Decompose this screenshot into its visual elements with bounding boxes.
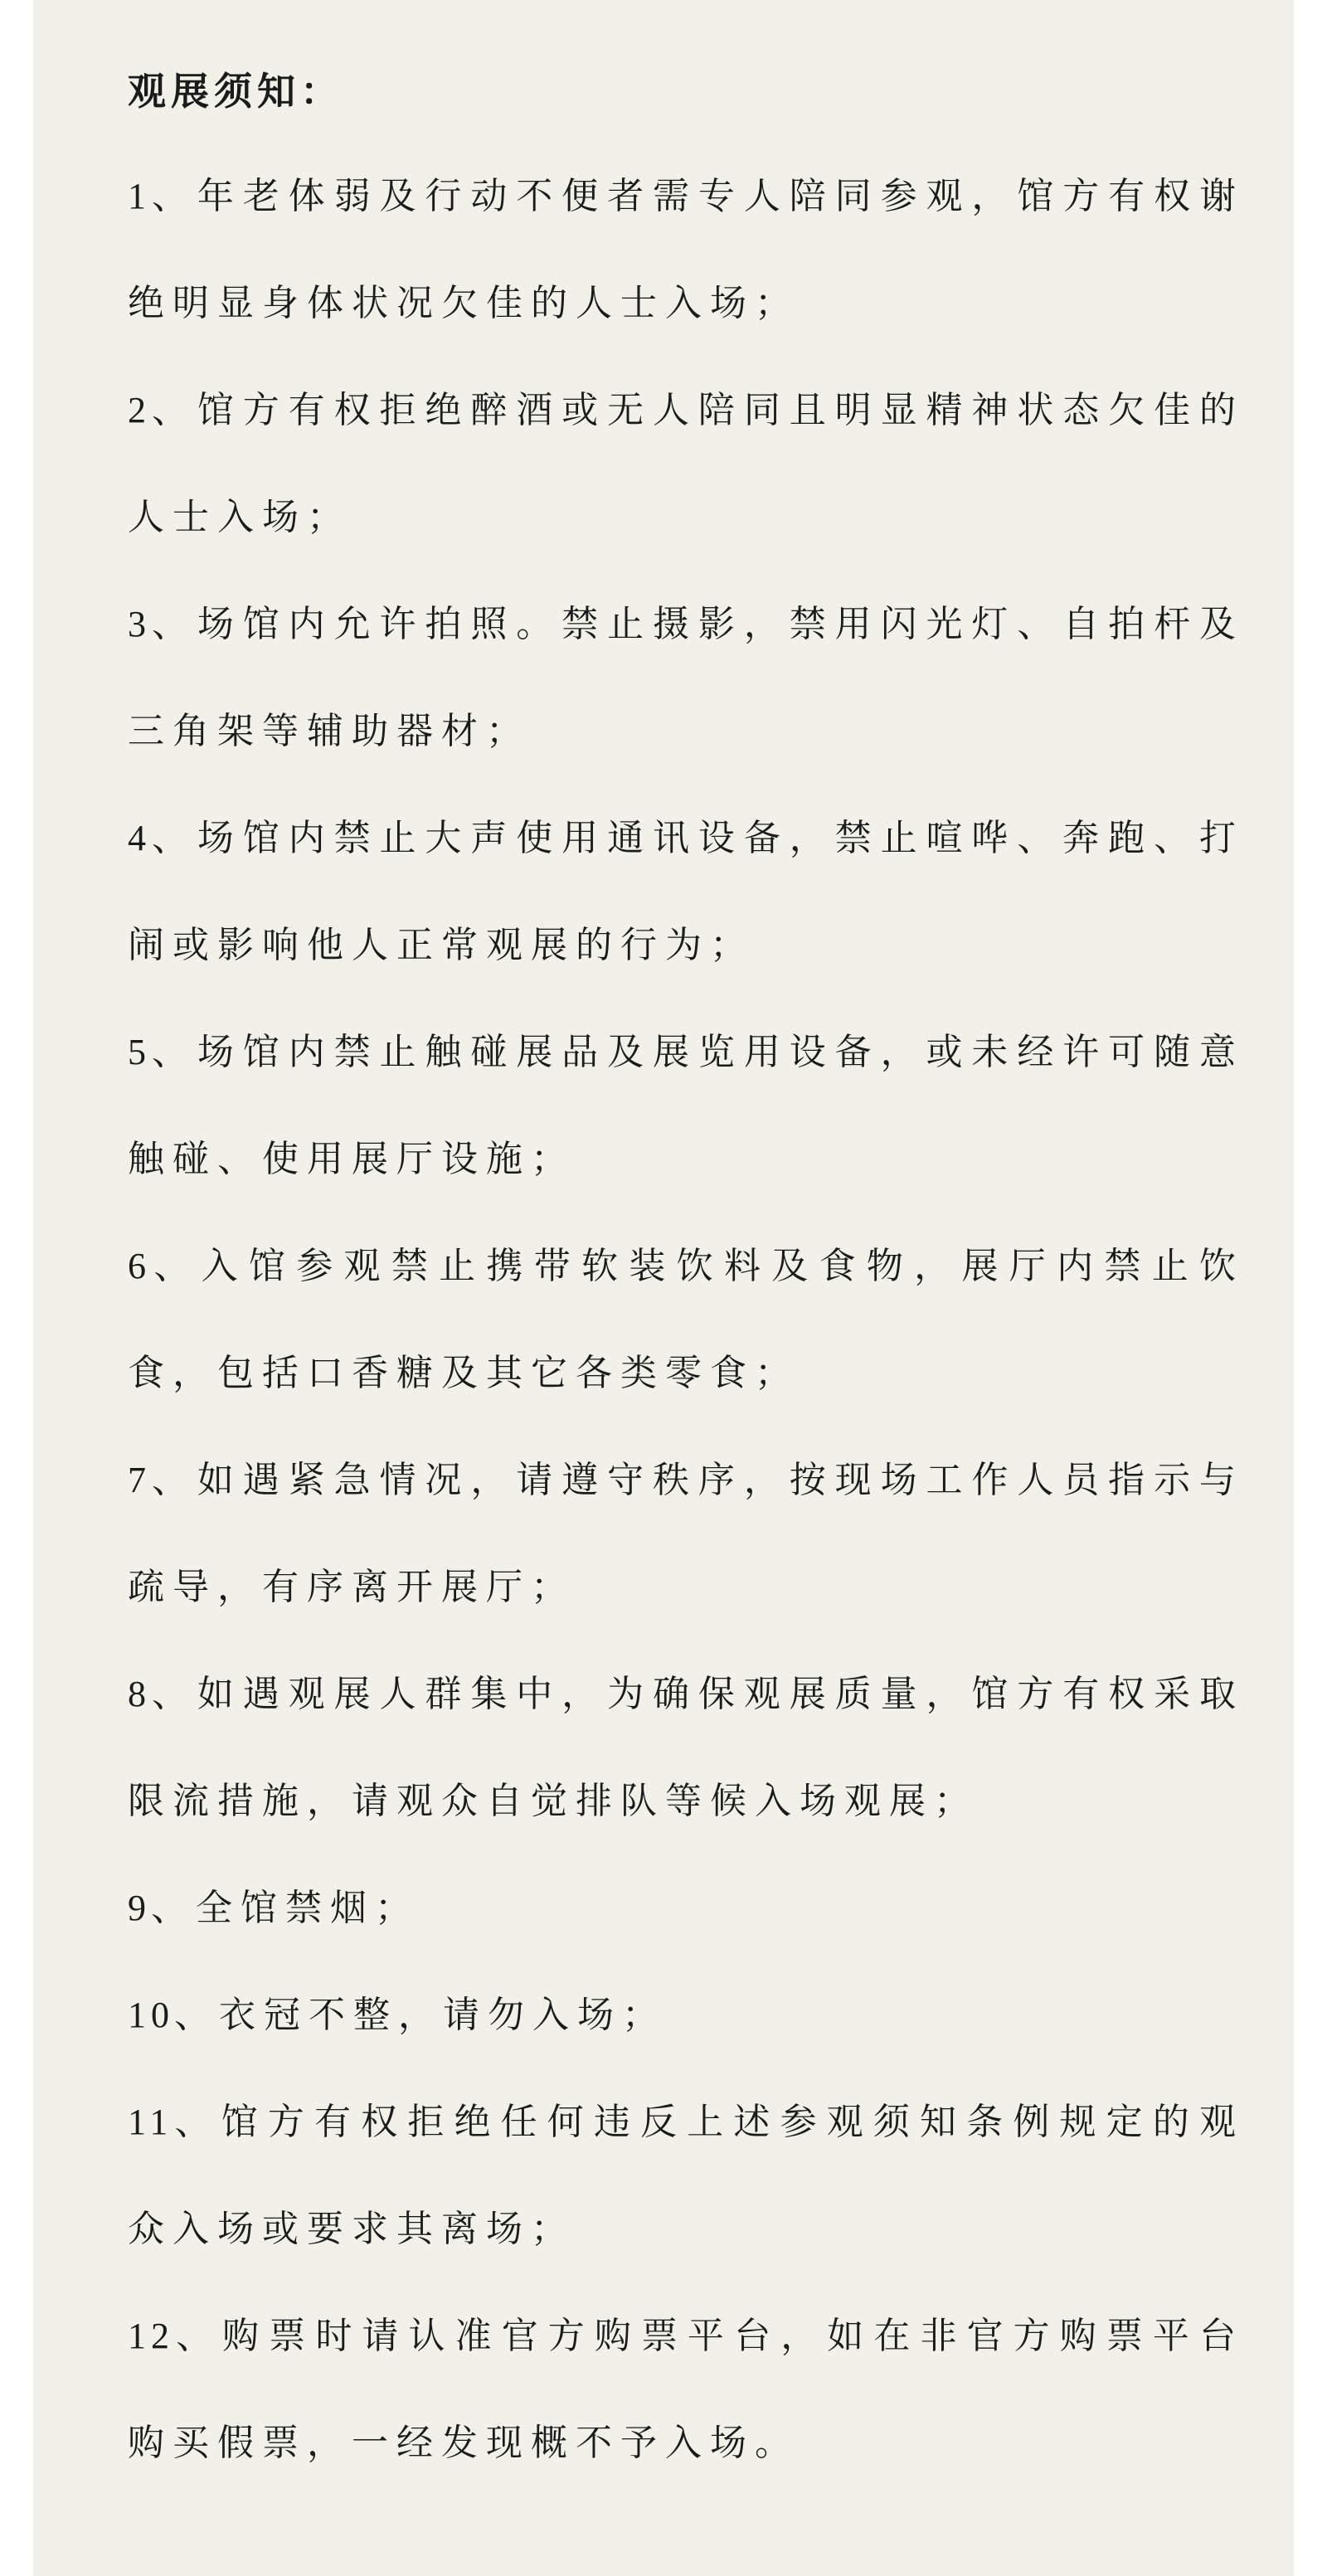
rule-number: 9 [128,1888,151,1928]
rule-number: 4 [128,818,151,858]
rule-text: 、场馆内禁止触碰展品及展览用设备，或未经许可随意触碰、使用展厅设施； [128,1031,1244,1180]
rule-text: 、如遇观展人群集中，为确保观展质量，馆方有权采取限流措施，请观众自觉排队等候入场观展； [128,1673,1244,1822]
notice-panel [33,0,1294,2576]
rule-text: 、馆方有权拒绝任何违反上述参观须知条例规定的观众入场或要求其离场； [128,2101,1244,2250]
notice-title: 观展须知： [128,69,343,114]
rule-number: 2 [128,390,151,430]
rule-item [128,357,1244,571]
rule-number: 3 [128,604,151,644]
rule-item [128,2282,1244,2496]
rule-item [128,1213,1244,1427]
rule-text: 、衣冠不整，请勿入场； [174,1994,667,2036]
rule-text: 、馆方有权拒绝醉酒或无人陪同且明显精神状态欠佳的人士入场； [128,389,1244,538]
rule-text: 、场馆内禁止大声使用通讯设备，禁止喧哗、奔跑、打闹或影响他人正常观展的行为； [128,817,1244,966]
rule-item [128,1961,1244,2068]
rule-text: 、购票时请认准官方购票平台，如在非官方购票平台购买假票，一经发现概不予入场。 [128,2315,1244,2464]
rule-item [128,1640,1244,1854]
rule-number: 8 [128,1674,151,1714]
rule-number: 6 [128,1246,151,1286]
rule-number: 7 [128,1460,151,1500]
rule-number: 1 [128,176,151,216]
rule-item [128,143,1244,357]
rule-number: 12 [128,2316,174,2356]
rule-number: 5 [128,1032,151,1072]
rule-text: 、年老体弱及行动不便者需专人陪同参观，馆方有权谢绝明显身体状况欠佳的人士入场； [128,175,1244,324]
rule-item [128,999,1244,1213]
rule-text: 、如遇紧急情况，请遵守秩序，按现场工作人员指示与疏导，有序离开展厅； [128,1459,1244,1608]
rule-item [128,2068,1244,2282]
rule-number: 11 [128,2102,173,2142]
rule-item [128,571,1244,785]
rule-text: 、入馆参观禁止携带软装饮料及食物，展厅内禁止饮食，包括口香糖及其它各类零食； [128,1245,1244,1394]
notice-content [128,58,1244,2496]
rule-number: 10 [128,1995,174,2035]
rule-item [128,1427,1244,1640]
rule-text: 、全馆禁烟； [151,1887,420,1929]
rule-item [128,1854,1244,1961]
rule-item [128,785,1244,999]
rules-list [128,143,1244,2496]
rule-text: 、场馆内允许拍照。禁止摄影，禁用闪光灯、自拍杆及三角架等辅助器材； [128,603,1244,752]
